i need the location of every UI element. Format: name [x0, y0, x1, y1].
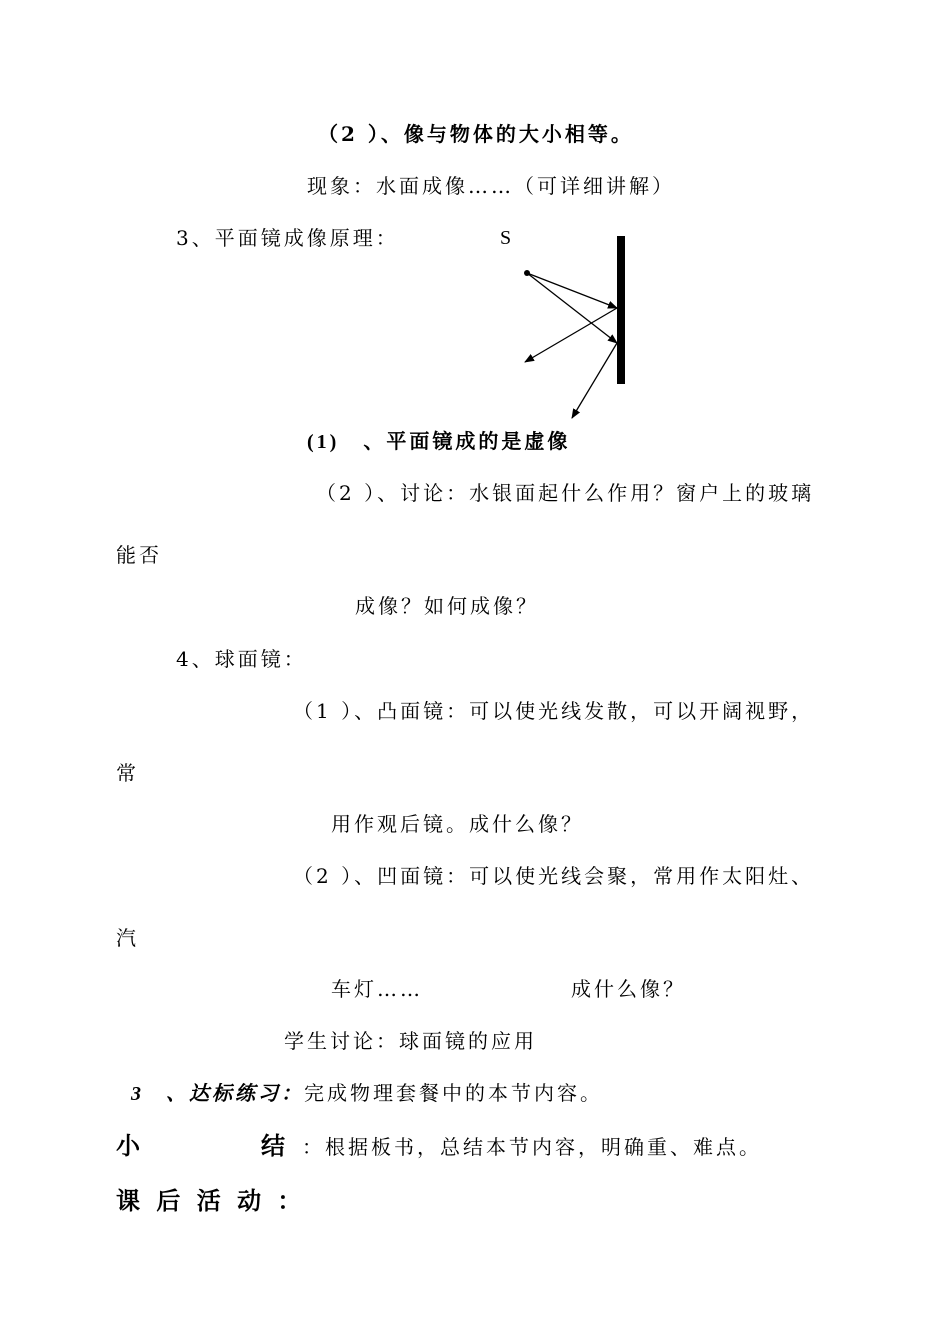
incident-ray-1: [527, 273, 617, 308]
after-class-heading: 课 后 活 动 ：: [116, 1186, 306, 1215]
student-discussion: 学生讨论：球面镜的应用: [284, 1029, 537, 1053]
discussion-cont: 成像？如何成像？: [355, 594, 539, 618]
convex-mirror-wrap: 常: [116, 761, 139, 785]
practice-text: 完成物理套餐中的本节内容。: [304, 1081, 603, 1105]
summary-char-2: 结: [261, 1131, 288, 1160]
summary-char-1: 小: [116, 1131, 143, 1160]
section-4-heading: 4、球面镜：: [176, 647, 307, 671]
reflected-ray-1: [525, 308, 617, 362]
section-3-heading: 3、平面镜成像原理：: [176, 226, 399, 250]
discussion-wrap: 能否: [116, 543, 162, 567]
practice-sep: 、: [166, 1081, 189, 1105]
discussion-text: （2 ）、讨论：水银面起什么作用？窗户上的玻璃: [316, 481, 815, 505]
mirror-bar: [617, 236, 625, 384]
concave-mirror-text: （2 ）、凹面镜：可以使光线会聚，常用作太阳灶、: [293, 864, 815, 888]
source-label: S: [500, 228, 512, 249]
virtual-image-text: 、平面镜成的是虚像: [363, 429, 571, 453]
summary-line: [116, 1133, 762, 1160]
concave-mirror-cont-b: 成什么像？: [571, 977, 686, 1001]
plane-mirror-diagram: [490, 228, 640, 428]
heading-image-size-equal: （2 ）、像与物体的大小相等。: [318, 122, 634, 146]
practice-label: 达标练习：: [189, 1081, 304, 1105]
item-number: (1): [307, 431, 340, 453]
convex-mirror-cont: 用作观后镜。成什么像？: [331, 812, 584, 836]
incident-ray-2: [527, 273, 617, 343]
summary-text: ：根据板书，总结本节内容，明确重、难点。: [302, 1135, 762, 1159]
virtual-image-heading: [307, 428, 570, 455]
concave-mirror-cont-a: 车灯……: [331, 977, 423, 1001]
convex-mirror-text: （1 ）、凸面镜：可以使光线发散，可以开阔视野，: [293, 699, 815, 723]
phenomenon-text: 现象：水面成像……（可详细讲解）: [307, 174, 675, 198]
concave-mirror-wrap: 汽: [116, 926, 139, 950]
reflected-ray-2: [572, 343, 617, 418]
practice-line: [131, 1080, 603, 1107]
practice-number: 3: [131, 1083, 144, 1105]
